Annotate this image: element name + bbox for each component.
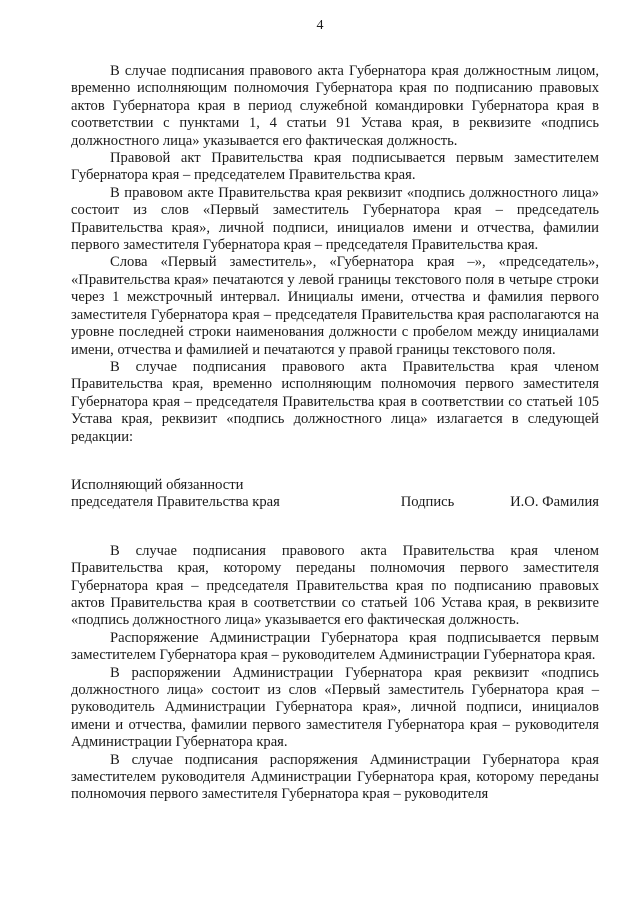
document-body <box>71 63 599 804</box>
paragraph: Правовой акт Правительства края подписывается первым заместителем Губернатора края – председателем Правительства края. <box>71 150 599 184</box>
paragraph: В правовом акте Правительства края реквизит «подпись должностного лица» состоит из слов «Первый заместитель Губернатора края – председатель Правительства края», личной подписи, инициалов имени и отчества, фамилии первого заместителя Губернатора края – председателя Правительства края. <box>71 184 599 254</box>
signature-name: И.О. Фамилия <box>510 494 599 511</box>
signature-sign: Подпись <box>400 494 455 511</box>
signature-block <box>71 477 599 512</box>
paragraph: В случае подписания правового акта Правительства края членом Правительства края, которому переданы полномочия первого заместителя Губернатора края – председателя Правительства края по подписанию правовых актов Правительства края в соответствии со статьей 106 Устава края, в реквизите «подпись должностного лица» указывается его фактическая должность. <box>71 542 599 629</box>
paragraph: В случае подписания распоряжения Администрации Губернатора края заместителем руководителя Администрации Губернатора края, которому переданы полномочия первого заместителя Губернатора края – руководителя <box>71 751 599 803</box>
paragraph: В случае подписания правового акта Правительства края членом Правительства края, временно исполняющим полномочия первого заместителя Губернатора края – председателя Правительства края в соответствии со статьей 105 Устава края, реквизит «подпись должностного лица» излагается в следующей редакции: <box>71 358 599 445</box>
paragraph: В случае подписания правового акта Губернатора края должностным лицом, временно исполняющим полномочия Губернатора края по подписанию правовых актов Губернатора края в период служебной командировки Губернатора края в соответствии с пунктами 1, 4 статьи 91 Устава края, в реквизите «подпись должностного лица» указывается его фактическая должность. <box>71 63 599 149</box>
page-number: 4 <box>316 18 324 33</box>
paragraph: В распоряжении Администрации Губернатора края реквизит «подпись должностного лица» состоит из слов «Первый заместитель Губернатора края – руководитель Администрации Губернатора края», личной подписи, инициалов имени и отчества, фамилии первого заместителя Губернатора края – руководителя Администрации Губернатора края. <box>71 664 599 751</box>
signature-row <box>71 494 599 511</box>
paragraph: Слова «Первый заместитель», «Губернатора края –», «председатель», «Правительства края» печатаются у левой границы текстового поля в четыре строки через 1 межстрочный интервал. Инициалы имени, отчества и фамилия первого заместителя Губернатора края – председателя Правительства края располагаются на уровне последней строки наименования должности с пробелом между инициалами имени, отчества и фамилией и печатаются у правой границы текстового поля. <box>71 254 599 358</box>
signature-position: председателя Правительства края <box>71 494 280 511</box>
paragraph: Распоряжение Администрации Губернатора края подписывается первым заместителем Губернатора края – руководителем Администрации Губернатора края. <box>71 629 599 664</box>
signature-line1: Исполняющий обязанности <box>71 476 244 493</box>
